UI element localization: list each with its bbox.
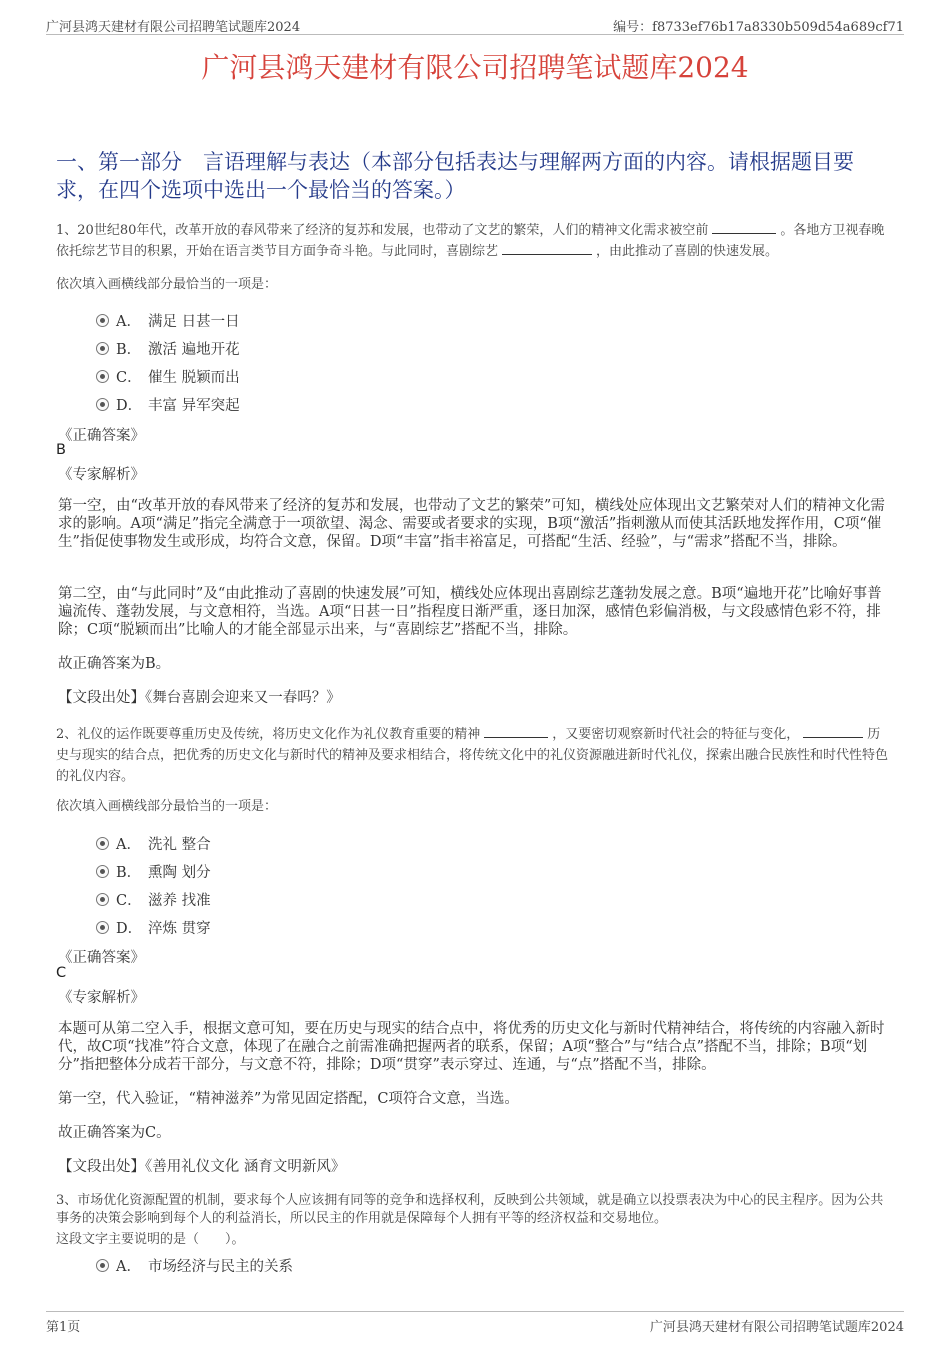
answer-label: 《正确答案》 bbox=[58, 428, 145, 444]
q2-source: 【文段出处】《善用礼仪文化 涵育文明新风》 bbox=[58, 1159, 346, 1175]
radio-icon[interactable] bbox=[96, 837, 109, 850]
q2-answer: C bbox=[56, 965, 67, 981]
question-1-text-a: 1、20世纪80年代，改革开放的春风带来了经济的复苏和发展，也带动了文艺的繁荣，人们的精神文化需求被空前 bbox=[56, 223, 709, 238]
q2-analysis-2: 第一空，代入验证，“精神滋养”为常见固定搭配，C项符合文意，当选。 bbox=[58, 1091, 519, 1107]
header-doc-title: 广河县鸿天建材有限公司招聘笔试题库2024 bbox=[46, 20, 301, 35]
q1-answer: B bbox=[56, 442, 66, 458]
radio-icon[interactable] bbox=[96, 398, 109, 411]
analysis-label: 《专家解析》 bbox=[58, 990, 145, 1006]
answer-label: 《正确答案》 bbox=[58, 950, 145, 966]
analysis-label: 《专家解析》 bbox=[58, 467, 145, 483]
q2-analysis-1: 本题可从第二空入手，根据文意可知，要在历史与现实的结合点中，将优秀的历史文化与新时代精神结合，将传统的内容融入新时代，故C项“找准”符合文意，体现了在融合之前需准确把握两者的联系，保留；A项“整合”与“结合点”搭配不当，排除；B项“划分”指把整体分成若干部分，与文意不符，排除；D项“贯穿”表示穿过、连通，与“点”搭配不当，排除。 bbox=[58, 1021, 885, 1073]
radio-icon[interactable] bbox=[96, 921, 109, 934]
page-footer bbox=[46, 1311, 904, 1336]
radio-icon[interactable] bbox=[96, 314, 109, 327]
blank-line bbox=[712, 220, 776, 234]
question-3-question: 这段文字主要说明的是（ ）。 bbox=[56, 1232, 245, 1247]
q1-source: 【文段出处】《舞台喜剧会迎来又一春吗？》 bbox=[58, 690, 341, 706]
question-3-stem: 3、市场优化资源配置的机制，要求每个人应该拥有同等的竞争和选择权利，反映到公共领域，就是确立以投票表决为中心的民主程序。因为公共事务的决策会影响到每个人的利益消长，所以民主的作用就是保障每个人拥有平等的经济权益和交易地位。 bbox=[56, 1193, 884, 1226]
question-2-prompt: 依次填入画横线部分最恰当的一项是： bbox=[56, 799, 278, 814]
q2-analysis-3: 故正确答案为C。 bbox=[58, 1125, 171, 1141]
question-1-text-c: ，由此推动了喜剧的快速发展。 bbox=[596, 244, 779, 259]
q1-analysis-2: 第二空，由“与此同时”及“由此推动了喜剧的快速发展”可知，横线处应体现出喜剧综艺蓬勃发展之意。B项“遍地开花”比喻好事普遍流传、蓬勃发展，与文意相符，当选。A项“日甚一日”指程度日渐严重，逐日加深，感情色彩偏消极，与文段感情色彩不符，排除；C项“脱颖而出”比喻人的才能全部显示出来，与“喜剧综艺”搭配不当，排除。 bbox=[58, 586, 882, 638]
q1-analysis-1: 第一空，由“改革开放的春风带来了经济的复苏和发展，也带动了文艺的繁荣”可知，横线处应体现出文艺繁荣对人们的精神文化需求的影响。A项“满足”指完全满意于一项欲望、渴念、需要或者要求的实现，B项“激活”指刺激从而使其活跃地发挥作用，C项“催生”指促使事物发生或形成，均符合文意，保留。D项“丰富”指丰裕富足，可搭配“生活、经验”，与“需求”搭配不当，排除。 bbox=[58, 498, 885, 550]
page-title: 广河县鸿天建材有限公司招聘笔试题库2024 bbox=[201, 51, 749, 84]
radio-icon[interactable] bbox=[96, 865, 109, 878]
section-heading: 一、第一部分 言语理解与表达（本部分包括表达与理解两方面的内容。请根据题目要求，在四个选项中选出一个最恰当的答案。） bbox=[56, 150, 854, 202]
question-2-text-a: 2、礼仪的运作既要尊重历史及传统，将历史文化作为礼仪教育重要的精神 bbox=[56, 727, 481, 742]
page-number: 第1页 bbox=[46, 1320, 81, 1335]
question-1-prompt: 依次填入画横线部分最恰当的一项是： bbox=[56, 277, 278, 292]
footer-doc-title: 广河县鸿天建材有限公司招聘笔试题库2024 bbox=[649, 1320, 904, 1335]
header-doc-id: 编号：f8733ef76b17a8330b509d54a689cf71 bbox=[613, 20, 904, 35]
question-2-text-c: 历史与现实的结合点，把优秀的历史文化与新时代的精神及要求相结合，将传统文化中的礼仪资源融进新时代礼仪，探索出融合民族性和时代性特色的礼仪内容。 bbox=[56, 727, 889, 784]
radio-icon[interactable] bbox=[96, 342, 109, 355]
question-1-stem bbox=[56, 220, 892, 262]
question-1-text-b: 。各地方卫视春晚依托综艺节目的积累，开始在语言类节目方面争奇斗艳。与此同时，喜剧综艺 bbox=[56, 223, 885, 259]
radio-icon[interactable] bbox=[96, 893, 109, 906]
question-2-text-b: ，又要密切观察新时代社会的特征与变化， bbox=[552, 727, 800, 742]
blank-line bbox=[484, 724, 548, 738]
blank-line bbox=[502, 241, 592, 255]
page-header bbox=[46, 14, 904, 35]
radio-icon[interactable] bbox=[96, 1259, 109, 1272]
q1-analysis-3: 故正确答案为B。 bbox=[58, 656, 171, 672]
blank-line bbox=[803, 724, 863, 738]
radio-icon[interactable] bbox=[96, 370, 109, 383]
question-2-stem bbox=[56, 724, 892, 787]
